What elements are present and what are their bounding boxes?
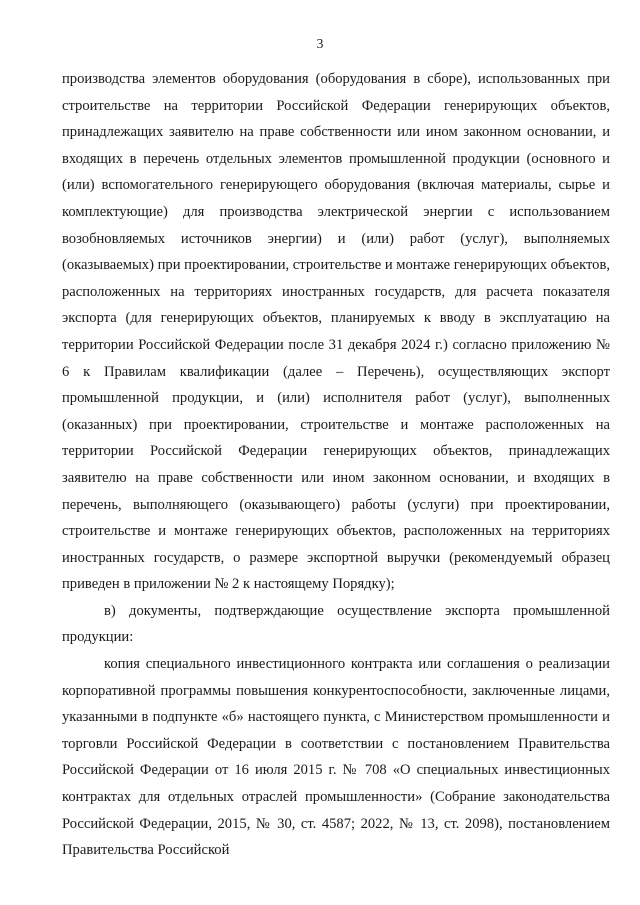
document-body: [62, 66, 610, 864]
paragraph-continuation: производства элементов оборудования (оборудования в сборе), использованных при строительстве на территории Российской Федерации генерирующих объектов, принадлежащих заявителю на праве собственности или ином законном основании, и входящих в перечень отдельных элементов промышленной продукции (основного и (или) вспомогательного генерирующего оборудования (включая материалы, сырье и комплектующие) для производства электрической энергии с использованием возобновляемых источников энергии) и (или) работ (услуг), выполняемых (оказываемых) при проектировании, строительстве и монтаже генерирующих объектов, расположенных на территориях иностранных государств, для расчета показателя экспорта (для генерирующих объектов, планируемых к вводу в эксплуатацию на территории Российской Федерации после 31 декабря 2024 г.) согласно приложению № 6 к Правилам квалификации (далее – Перечень), осуществляющих экспорт промышленной продукции, и (или) исполнителя работ (услуг), выполненных (оказанных) при проектировании, строительстве и монтаже расположенных на территории Российской Федерации генерирующих объектов, принадлежащих заявителю на праве собственности или ином законном основании, и входящих в перечень, выполняющего (оказывающего) работы (услуги) при проектировании, строительстве и монтаже генерирующих объектов, расположенных на территориях иностранных государств, о размере экспортной выручки (рекомендуемый образец приведен в приложении № 2 к настоящему Порядку);: [62, 71, 610, 593]
page-number: 3: [316, 36, 324, 51]
paragraph-item-v: в) документы, подтверждающие осуществление экспорта промышленной продукции:: [62, 602, 610, 646]
paragraph-contract-copy: копия специального инвестиционного контракта или соглашения о реализации корпоративной программы повышения конкурентоспособности, заключенные лицами, указанными в подпункте «б» настоящего пункта, с Министерством промышленности и торговли Российской Федерации в соответствии с постановлением Правительства Российской Федерации от 16 июля 2015 г. № 708 «О специальных инвестиционных контрактах для отдельных отраслей промышленности» (Собрание законодательства Российской Федерации, 2015, № 30, ст. 4587; 2022, № 13, ст. 2098), постановлением Правительства Российской: [62, 656, 610, 859]
